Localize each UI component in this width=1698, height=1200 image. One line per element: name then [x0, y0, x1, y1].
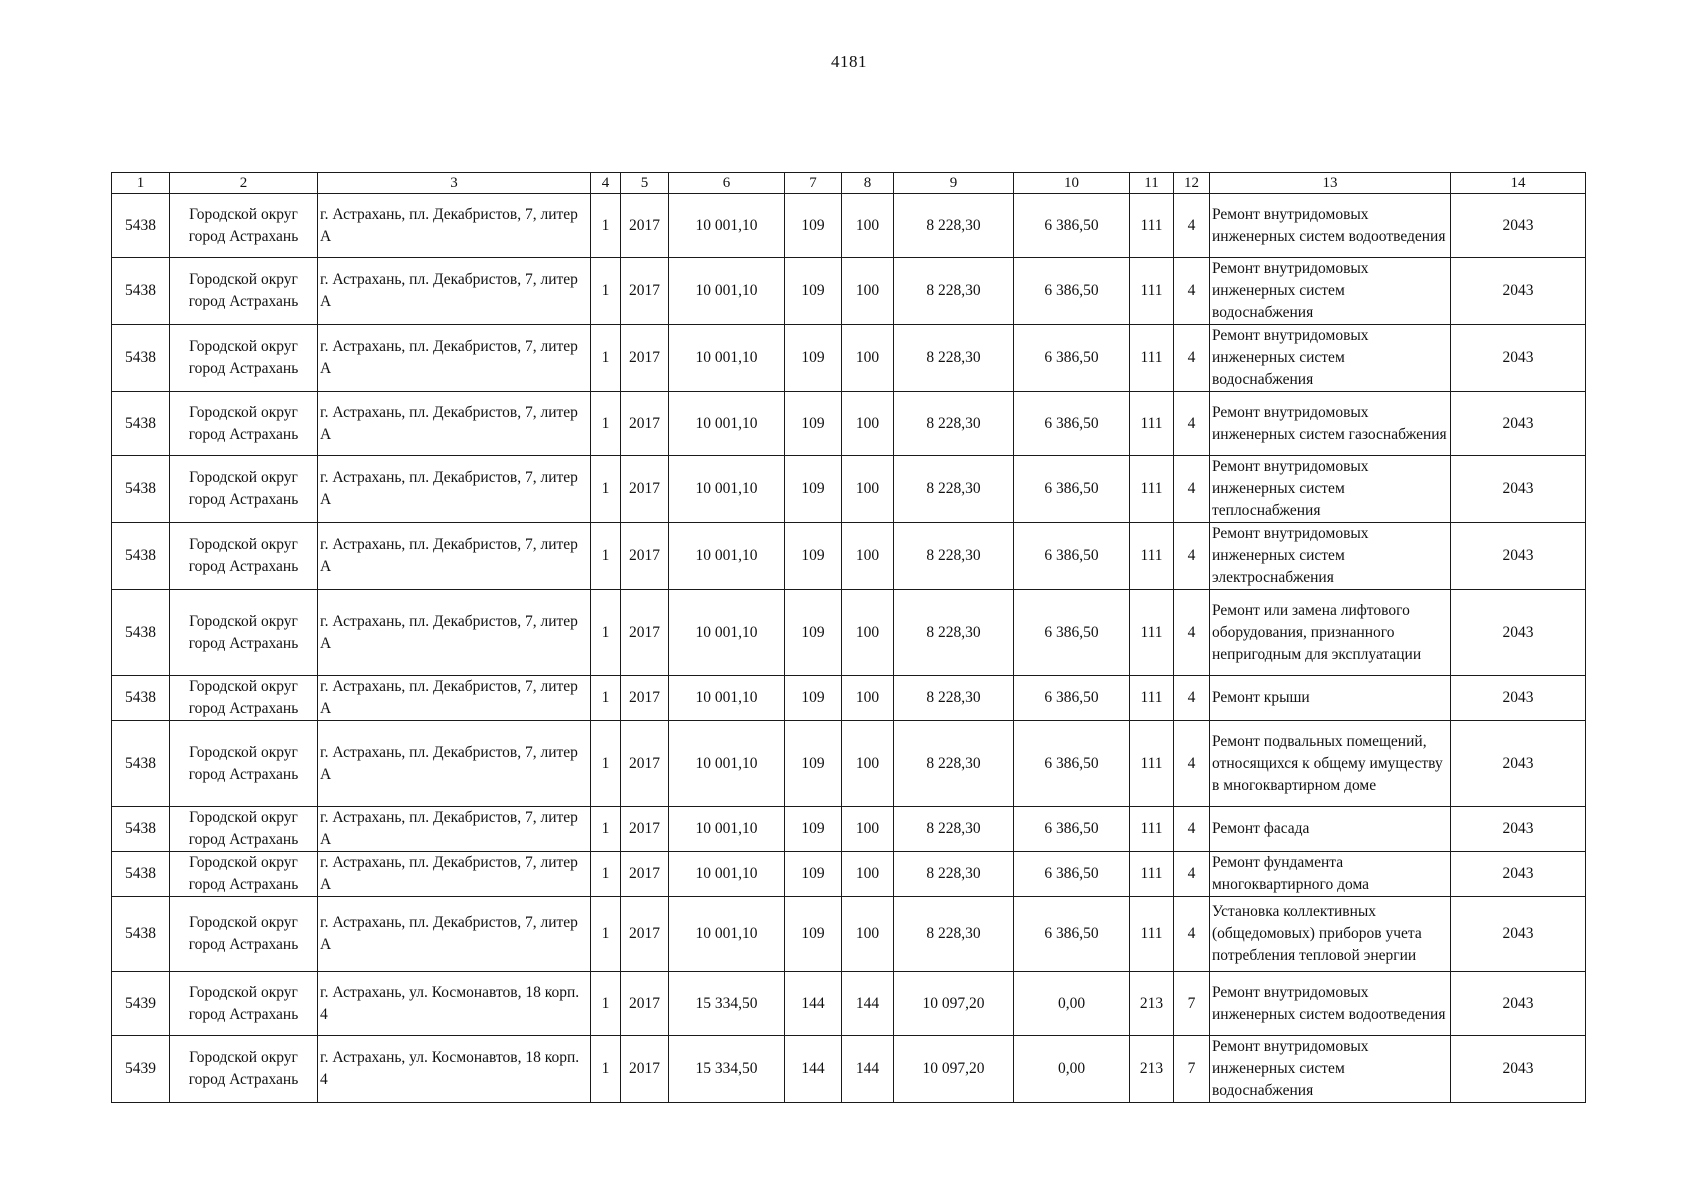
- cell-record-number: 5438: [112, 523, 170, 590]
- cell-year: 2017: [621, 1036, 669, 1103]
- cell-residents: 111: [1130, 807, 1174, 852]
- cell-total-area: 10 001,10: [669, 523, 785, 590]
- cell-year: 2017: [621, 676, 669, 721]
- cell-floors: 4: [1174, 807, 1210, 852]
- column-header-4: 4: [591, 173, 621, 194]
- cell-floors: 4: [1174, 523, 1210, 590]
- cell-value-7: 109: [785, 590, 842, 676]
- cell-count: 1: [591, 194, 621, 258]
- cell-value-8: 144: [842, 972, 894, 1036]
- cell-area-10: 6 386,50: [1014, 807, 1130, 852]
- cell-record-number: 5438: [112, 456, 170, 523]
- cell-address: г. Астрахань, пл. Декабристов, 7, литер А: [318, 456, 591, 523]
- cell-floors: 4: [1174, 456, 1210, 523]
- cell-total-area: 10 001,10: [669, 807, 785, 852]
- column-header-5: 5: [621, 173, 669, 194]
- cell-living-area: 8 228,30: [894, 456, 1014, 523]
- table-row: [112, 456, 1586, 523]
- cell-living-area: 8 228,30: [894, 258, 1014, 325]
- cell-planned-year: 2043: [1451, 392, 1586, 456]
- cell-living-area: 8 228,30: [894, 807, 1014, 852]
- cell-value-7: 109: [785, 523, 842, 590]
- cell-value-7: 109: [785, 676, 842, 721]
- repair-program-table: [111, 172, 1586, 1103]
- table-row: [112, 972, 1586, 1036]
- cell-record-number: 5438: [112, 676, 170, 721]
- cell-total-area: 10 001,10: [669, 676, 785, 721]
- cell-record-number: 5438: [112, 325, 170, 392]
- cell-address: г. Астрахань, ул. Космонавтов, 18 корп. 4: [318, 1036, 591, 1103]
- cell-value-8: 100: [842, 590, 894, 676]
- cell-address: г. Астрахань, пл. Декабристов, 7, литер А: [318, 676, 591, 721]
- table-row: [112, 1036, 1586, 1103]
- cell-address: г. Астрахань, пл. Декабристов, 7, литер А: [318, 258, 591, 325]
- cell-municipality: Городской округ город Астрахань: [170, 807, 318, 852]
- cell-municipality: Городской округ город Астрахань: [170, 897, 318, 972]
- cell-year: 2017: [621, 523, 669, 590]
- cell-address: г. Астрахань, пл. Декабристов, 7, литер А: [318, 897, 591, 972]
- cell-floors: 4: [1174, 392, 1210, 456]
- cell-value-7: 109: [785, 258, 842, 325]
- cell-floors: 4: [1174, 676, 1210, 721]
- cell-work-type: Ремонт фундамента многоквартирного дома: [1210, 852, 1451, 897]
- cell-count: 1: [591, 807, 621, 852]
- cell-record-number: 5438: [112, 852, 170, 897]
- cell-value-7: 144: [785, 972, 842, 1036]
- cell-area-10: 6 386,50: [1014, 721, 1130, 807]
- table-row: [112, 523, 1586, 590]
- cell-municipality: Городской округ город Астрахань: [170, 721, 318, 807]
- cell-residents: 111: [1130, 456, 1174, 523]
- cell-total-area: 10 001,10: [669, 258, 785, 325]
- cell-value-8: 100: [842, 676, 894, 721]
- column-header-7: 7: [785, 173, 842, 194]
- cell-municipality: Городской округ город Астрахань: [170, 456, 318, 523]
- cell-count: 1: [591, 676, 621, 721]
- cell-record-number: 5439: [112, 1036, 170, 1103]
- column-header-12: 12: [1174, 173, 1210, 194]
- cell-planned-year: 2043: [1451, 676, 1586, 721]
- cell-area-10: 6 386,50: [1014, 523, 1130, 590]
- cell-value-8: 100: [842, 456, 894, 523]
- cell-residents: 111: [1130, 194, 1174, 258]
- table-row: [112, 676, 1586, 721]
- cell-living-area: 8 228,30: [894, 590, 1014, 676]
- cell-address: г. Астрахань, пл. Декабристов, 7, литер А: [318, 523, 591, 590]
- cell-residents: 111: [1130, 258, 1174, 325]
- cell-total-area: 10 001,10: [669, 392, 785, 456]
- cell-year: 2017: [621, 721, 669, 807]
- cell-floors: 4: [1174, 721, 1210, 807]
- cell-total-area: 10 001,10: [669, 325, 785, 392]
- cell-total-area: 10 001,10: [669, 721, 785, 807]
- cell-municipality: Городской округ город Астрахань: [170, 1036, 318, 1103]
- table-header-row: [112, 173, 1586, 194]
- cell-planned-year: 2043: [1451, 590, 1586, 676]
- cell-value-7: 109: [785, 897, 842, 972]
- cell-count: 1: [591, 258, 621, 325]
- cell-year: 2017: [621, 852, 669, 897]
- cell-residents: 213: [1130, 1036, 1174, 1103]
- cell-record-number: 5438: [112, 897, 170, 972]
- cell-area-10: 6 386,50: [1014, 897, 1130, 972]
- cell-work-type: Ремонт или замена лифтового оборудования, признанного непригодным для эксплуатации: [1210, 590, 1451, 676]
- cell-residents: 111: [1130, 590, 1174, 676]
- cell-address: г. Астрахань, пл. Декабристов, 7, литер А: [318, 590, 591, 676]
- cell-address: г. Астрахань, пл. Декабристов, 7, литер А: [318, 807, 591, 852]
- cell-value-8: 100: [842, 807, 894, 852]
- cell-planned-year: 2043: [1451, 194, 1586, 258]
- cell-area-10: 6 386,50: [1014, 456, 1130, 523]
- cell-area-10: 6 386,50: [1014, 590, 1130, 676]
- cell-work-type: Ремонт внутридомовых инженерных систем водоснабжения: [1210, 1036, 1451, 1103]
- table-row: [112, 807, 1586, 852]
- cell-floors: 4: [1174, 590, 1210, 676]
- cell-area-10: 0,00: [1014, 972, 1130, 1036]
- cell-year: 2017: [621, 972, 669, 1036]
- cell-year: 2017: [621, 897, 669, 972]
- cell-planned-year: 2043: [1451, 972, 1586, 1036]
- cell-record-number: 5438: [112, 590, 170, 676]
- cell-municipality: Городской округ город Астрахань: [170, 590, 318, 676]
- table-row: [112, 194, 1586, 258]
- cell-living-area: 10 097,20: [894, 1036, 1014, 1103]
- column-header-9: 9: [894, 173, 1014, 194]
- cell-count: 1: [591, 1036, 621, 1103]
- column-header-6: 6: [669, 173, 785, 194]
- cell-municipality: Городской округ город Астрахань: [170, 523, 318, 590]
- cell-address: г. Астрахань, пл. Декабристов, 7, литер А: [318, 721, 591, 807]
- cell-value-7: 109: [785, 325, 842, 392]
- cell-living-area: 8 228,30: [894, 194, 1014, 258]
- cell-planned-year: 2043: [1451, 852, 1586, 897]
- cell-planned-year: 2043: [1451, 456, 1586, 523]
- cell-year: 2017: [621, 392, 669, 456]
- column-header-13: 13: [1210, 173, 1451, 194]
- cell-value-8: 100: [842, 392, 894, 456]
- cell-value-7: 109: [785, 392, 842, 456]
- cell-value-8: 144: [842, 1036, 894, 1103]
- cell-value-8: 100: [842, 852, 894, 897]
- cell-residents: 111: [1130, 325, 1174, 392]
- cell-work-type: Ремонт внутридомовых инженерных систем газоснабжения: [1210, 392, 1451, 456]
- table-body: [112, 194, 1586, 1103]
- cell-living-area: 8 228,30: [894, 523, 1014, 590]
- cell-count: 1: [591, 972, 621, 1036]
- cell-year: 2017: [621, 258, 669, 325]
- cell-total-area: 10 001,10: [669, 194, 785, 258]
- cell-address: г. Астрахань, пл. Декабристов, 7, литер А: [318, 325, 591, 392]
- cell-living-area: 10 097,20: [894, 972, 1014, 1036]
- cell-total-area: 10 001,10: [669, 456, 785, 523]
- cell-count: 1: [591, 523, 621, 590]
- cell-value-7: 144: [785, 1036, 842, 1103]
- cell-record-number: 5438: [112, 721, 170, 807]
- cell-work-type: Ремонт внутридомовых инженерных систем электроснабжения: [1210, 523, 1451, 590]
- cell-year: 2017: [621, 325, 669, 392]
- cell-year: 2017: [621, 194, 669, 258]
- cell-residents: 111: [1130, 523, 1174, 590]
- cell-work-type: Ремонт подвальных помещений, относящихся к общему имуществу в многоквартирном доме: [1210, 721, 1451, 807]
- cell-count: 1: [591, 590, 621, 676]
- table-row: [112, 852, 1586, 897]
- cell-area-10: 6 386,50: [1014, 325, 1130, 392]
- cell-planned-year: 2043: [1451, 1036, 1586, 1103]
- cell-work-type: Ремонт внутридомовых инженерных систем водоотведения: [1210, 194, 1451, 258]
- cell-municipality: Городской округ город Астрахань: [170, 325, 318, 392]
- cell-living-area: 8 228,30: [894, 392, 1014, 456]
- table-row: [112, 721, 1586, 807]
- cell-address: г. Астрахань, пл. Декабристов, 7, литер А: [318, 392, 591, 456]
- cell-year: 2017: [621, 807, 669, 852]
- cell-total-area: 15 334,50: [669, 972, 785, 1036]
- cell-planned-year: 2043: [1451, 258, 1586, 325]
- cell-residents: 111: [1130, 721, 1174, 807]
- cell-value-7: 109: [785, 807, 842, 852]
- cell-residents: 111: [1130, 392, 1174, 456]
- cell-planned-year: 2043: [1451, 807, 1586, 852]
- cell-count: 1: [591, 852, 621, 897]
- cell-floors: 4: [1174, 897, 1210, 972]
- cell-floors: 7: [1174, 972, 1210, 1036]
- cell-living-area: 8 228,30: [894, 897, 1014, 972]
- cell-planned-year: 2043: [1451, 325, 1586, 392]
- table-row: [112, 590, 1586, 676]
- cell-count: 1: [591, 325, 621, 392]
- cell-total-area: 10 001,10: [669, 897, 785, 972]
- cell-planned-year: 2043: [1451, 897, 1586, 972]
- table-row: [112, 897, 1586, 972]
- cell-residents: 111: [1130, 676, 1174, 721]
- cell-value-8: 100: [842, 897, 894, 972]
- column-header-1: 1: [112, 173, 170, 194]
- cell-work-type: Ремонт внутридомовых инженерных систем водоснабжения: [1210, 325, 1451, 392]
- cell-count: 1: [591, 721, 621, 807]
- table-row: [112, 325, 1586, 392]
- column-header-3: 3: [318, 173, 591, 194]
- column-header-14: 14: [1451, 173, 1586, 194]
- cell-area-10: 6 386,50: [1014, 392, 1130, 456]
- cell-value-8: 100: [842, 325, 894, 392]
- cell-year: 2017: [621, 456, 669, 523]
- cell-floors: 4: [1174, 258, 1210, 325]
- cell-count: 1: [591, 456, 621, 523]
- cell-value-7: 109: [785, 456, 842, 523]
- cell-total-area: 10 001,10: [669, 590, 785, 676]
- cell-work-type: Ремонт внутридомовых инженерных систем водоснабжения: [1210, 258, 1451, 325]
- cell-work-type: Установка коллективных (общедомовых) приборов учета потребления тепловой энергии: [1210, 897, 1451, 972]
- cell-address: г. Астрахань, пл. Декабристов, 7, литер А: [318, 852, 591, 897]
- cell-floors: 7: [1174, 1036, 1210, 1103]
- table-row: [112, 258, 1586, 325]
- cell-value-8: 100: [842, 523, 894, 590]
- cell-municipality: Городской округ город Астрахань: [170, 852, 318, 897]
- cell-area-10: 0,00: [1014, 1036, 1130, 1103]
- cell-record-number: 5438: [112, 258, 170, 325]
- cell-area-10: 6 386,50: [1014, 676, 1130, 721]
- cell-living-area: 8 228,30: [894, 721, 1014, 807]
- column-header-10: 10: [1014, 173, 1130, 194]
- cell-work-type: Ремонт внутридомовых инженерных систем теплоснабжения: [1210, 456, 1451, 523]
- cell-value-8: 100: [842, 721, 894, 807]
- cell-value-8: 100: [842, 258, 894, 325]
- cell-planned-year: 2043: [1451, 523, 1586, 590]
- cell-record-number: 5438: [112, 392, 170, 456]
- cell-living-area: 8 228,30: [894, 325, 1014, 392]
- cell-residents: 213: [1130, 972, 1174, 1036]
- cell-area-10: 6 386,50: [1014, 258, 1130, 325]
- cell-living-area: 8 228,30: [894, 676, 1014, 721]
- cell-total-area: 15 334,50: [669, 1036, 785, 1103]
- table-row: [112, 392, 1586, 456]
- cell-work-type: Ремонт крыши: [1210, 676, 1451, 721]
- column-header-2: 2: [170, 173, 318, 194]
- cell-value-7: 109: [785, 852, 842, 897]
- cell-area-10: 6 386,50: [1014, 852, 1130, 897]
- cell-count: 1: [591, 897, 621, 972]
- cell-record-number: 5439: [112, 972, 170, 1036]
- page-number: 4181: [831, 52, 867, 71]
- cell-record-number: 5438: [112, 194, 170, 258]
- cell-total-area: 10 001,10: [669, 852, 785, 897]
- cell-municipality: Городской округ город Астрахань: [170, 392, 318, 456]
- cell-count: 1: [591, 392, 621, 456]
- column-header-8: 8: [842, 173, 894, 194]
- cell-work-type: Ремонт внутридомовых инженерных систем водоотведения: [1210, 972, 1451, 1036]
- cell-record-number: 5438: [112, 807, 170, 852]
- cell-work-type: Ремонт фасада: [1210, 807, 1451, 852]
- cell-value-7: 109: [785, 194, 842, 258]
- column-header-11: 11: [1130, 173, 1174, 194]
- cell-year: 2017: [621, 590, 669, 676]
- cell-residents: 111: [1130, 897, 1174, 972]
- cell-municipality: Городской округ город Астрахань: [170, 972, 318, 1036]
- cell-address: г. Астрахань, пл. Декабристов, 7, литер А: [318, 194, 591, 258]
- cell-value-8: 100: [842, 194, 894, 258]
- cell-address: г. Астрахань, ул. Космонавтов, 18 корп. 4: [318, 972, 591, 1036]
- cell-floors: 4: [1174, 852, 1210, 897]
- cell-residents: 111: [1130, 852, 1174, 897]
- cell-living-area: 8 228,30: [894, 852, 1014, 897]
- cell-municipality: Городской округ город Астрахань: [170, 194, 318, 258]
- cell-municipality: Городской округ город Астрахань: [170, 258, 318, 325]
- cell-floors: 4: [1174, 325, 1210, 392]
- cell-planned-year: 2043: [1451, 721, 1586, 807]
- cell-value-7: 109: [785, 721, 842, 807]
- cell-floors: 4: [1174, 194, 1210, 258]
- cell-municipality: Городской округ город Астрахань: [170, 676, 318, 721]
- cell-area-10: 6 386,50: [1014, 194, 1130, 258]
